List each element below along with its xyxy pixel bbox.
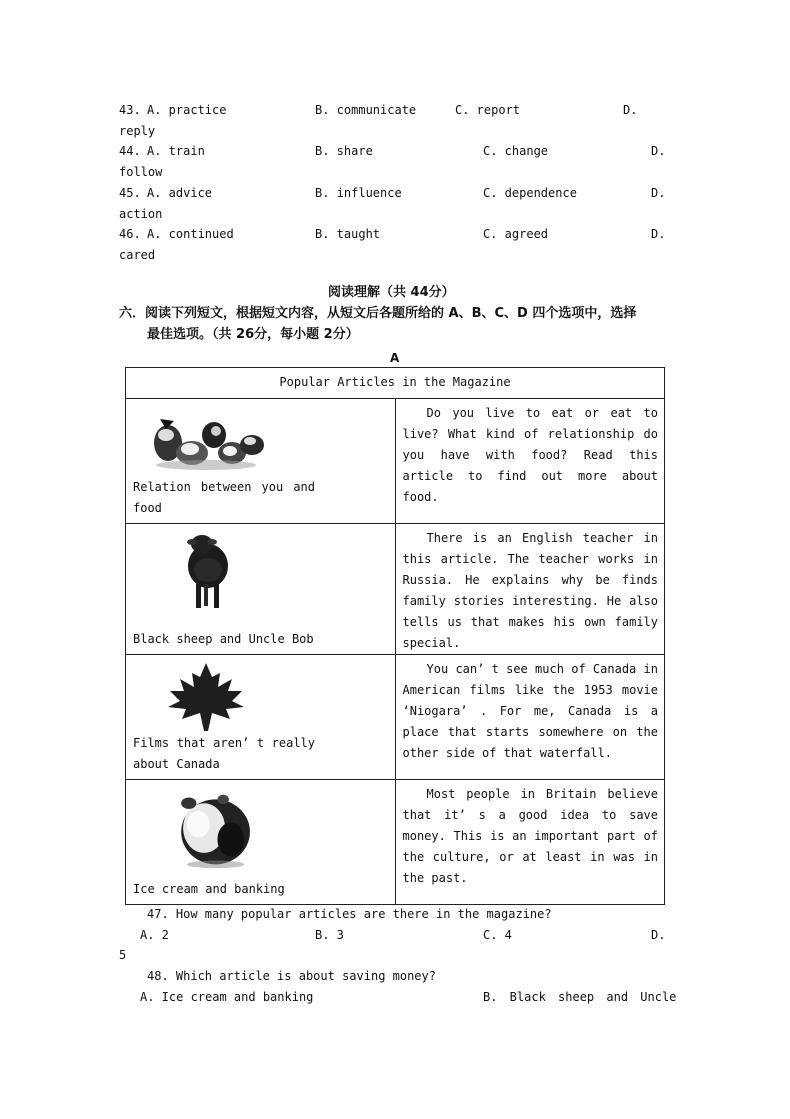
option-c: C. dependence (483, 186, 577, 200)
option-b: B. Black sheep and Uncle (483, 990, 677, 1004)
question-number: 43. (119, 103, 141, 117)
option-a: A. advice (147, 186, 213, 200)
option-d-letter: D. (651, 186, 666, 200)
question-stem: 48. Which article is about saving money? (147, 969, 436, 983)
section-instruction-line2: 最佳选项。（共 26分，每小题 2分） (147, 327, 359, 342)
option-c: C. report (455, 103, 521, 117)
question-stem: 47. How many popular articles are there in the magazine? (147, 907, 552, 921)
option-d-word: follow (119, 165, 163, 179)
option-d-word: reply (119, 124, 156, 138)
maple-leaf-icon (146, 661, 266, 733)
table-row (126, 780, 665, 905)
articles-table (125, 367, 665, 905)
article-title: Films that aren’ t really about Canada (133, 736, 315, 771)
table-header: Popular Articles in the Magazine (126, 368, 665, 399)
option-d-letter: D. (651, 227, 666, 241)
option-d-letter: D. (623, 103, 638, 117)
option-a: A. 2 (140, 928, 169, 942)
option-a: A. train (147, 144, 205, 158)
passage-label: A (390, 351, 400, 365)
option-b: B. share (315, 144, 373, 158)
table-row (126, 655, 665, 780)
option-c: C. agreed (483, 227, 549, 241)
black-sheep-icon (146, 530, 266, 610)
article-title: Ice cream and banking (133, 882, 285, 896)
option-b: B. communicate (315, 103, 417, 117)
article-description: Most people in Britain believe that it’ s a good idea to save money. This is an important part of the culture, or at least in was in the past. (402, 787, 658, 885)
article-title: Black sheep and Uncle Bob (133, 632, 314, 646)
article-description: There is an English teacher in this article. The teacher works in Russia. He explains why be finds family stories interesting. He also tells us that makes his own family special. (402, 531, 658, 650)
article-description: Do you live to eat or eat to live? What kind of relationship do you have with food? Read this article to find out more about food. (402, 406, 658, 504)
option-c: C. 4 (483, 928, 512, 942)
table-row (126, 524, 665, 655)
section-title: 阅读理解（共 44分） (328, 285, 455, 300)
option-c: C. change (483, 144, 549, 158)
article-title: Relation between you and food (133, 480, 315, 515)
question-number: 44. (119, 144, 141, 158)
option-d-word: action (119, 207, 163, 221)
piggy-bank-icon (146, 786, 266, 872)
option-d-letter: D. (651, 144, 666, 158)
section-instruction-line1: 六．阅读下列短文，根据短文内容，从短文后各题所给的 A、B、C、D 四个选项中，选择 (119, 306, 637, 321)
article-description: You can’ t see much of Canada in American films like the 1953 movie ‘Niogara’ . For me, Canada is a place that starts somewhere on the other side of that waterfall. (402, 662, 658, 760)
question-number: 46. (119, 227, 141, 241)
option-a: A. continued (147, 227, 234, 241)
food-photo-icon (146, 405, 266, 477)
option-d-word: cared (119, 248, 156, 262)
option-b: B. 3 (315, 928, 344, 942)
option-b: B. taught (315, 227, 381, 241)
option-d-word: 5 (119, 948, 127, 962)
option-a: A. Ice cream and banking (140, 990, 314, 1004)
table-row (126, 399, 665, 524)
option-d-letter: D. (651, 928, 666, 942)
option-b: B. influence (315, 186, 402, 200)
option-a: A. practice (147, 103, 227, 117)
question-number: 45. (119, 186, 141, 200)
